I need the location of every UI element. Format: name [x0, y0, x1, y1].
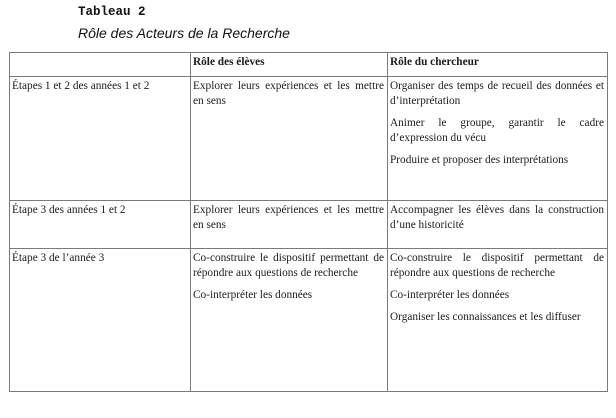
stage-label: Étape 3 de l’année 3	[12, 252, 105, 264]
table-caption-label: Tableau 2	[78, 5, 146, 19]
table-row	[10, 77, 608, 201]
table-body	[10, 77, 608, 392]
stage-label: Étapes 1 et 2 des années 1 et 2	[12, 80, 150, 92]
chercheur-role-text: Co-interpréter les données	[390, 289, 510, 301]
stage-cell	[10, 77, 191, 201]
chercheur-role-text: Co-construire le dispositif permettant de répondre aux questions de recherche	[390, 252, 604, 279]
eleves-cell	[191, 201, 388, 249]
eleves-role-text: Co-interpréter les données	[193, 289, 313, 301]
chercheur-cell	[388, 249, 608, 392]
roles-table	[9, 52, 608, 392]
stage-cell	[10, 201, 191, 249]
header-role-eleves: Rôle des élèves	[191, 53, 388, 77]
header-row	[10, 53, 608, 77]
header-stage	[10, 53, 191, 77]
table-row	[10, 249, 608, 392]
chercheur-role-text: Produire et proposer des interprétations	[390, 154, 569, 166]
chercheur-role-text: Animer le groupe, garantir le cadre d’expression du vécu	[390, 117, 604, 144]
stage-label: Étape 3 des années 1 et 2	[12, 204, 126, 216]
chercheur-role-text: Organiser des temps de recueil des données et d’interprétation	[390, 80, 604, 107]
header-role-chercheur: Rôle du chercheur	[388, 53, 608, 77]
chercheur-role-text: Organiser les connaissances et les diffuser	[390, 311, 581, 323]
table-header	[10, 53, 608, 77]
chercheur-cell	[388, 77, 608, 201]
stage-cell	[10, 249, 191, 392]
eleves-role-text: Explorer leurs expériences et les mettre en sens	[193, 204, 384, 231]
eleves-role-text: Explorer leurs expériences et les mettre en sens	[193, 80, 384, 107]
table-row	[10, 201, 608, 249]
eleves-role-text: Co-construire le dispositif permettant de répondre aux questions de recherche	[193, 252, 384, 279]
table-caption-title: Rôle des Acteurs de la Recherche	[78, 25, 290, 41]
eleves-cell	[191, 249, 388, 392]
eleves-cell	[191, 77, 388, 201]
chercheur-role-text: Accompagner les élèves dans la construction d’une historicité	[390, 204, 604, 231]
chercheur-cell	[388, 201, 608, 249]
